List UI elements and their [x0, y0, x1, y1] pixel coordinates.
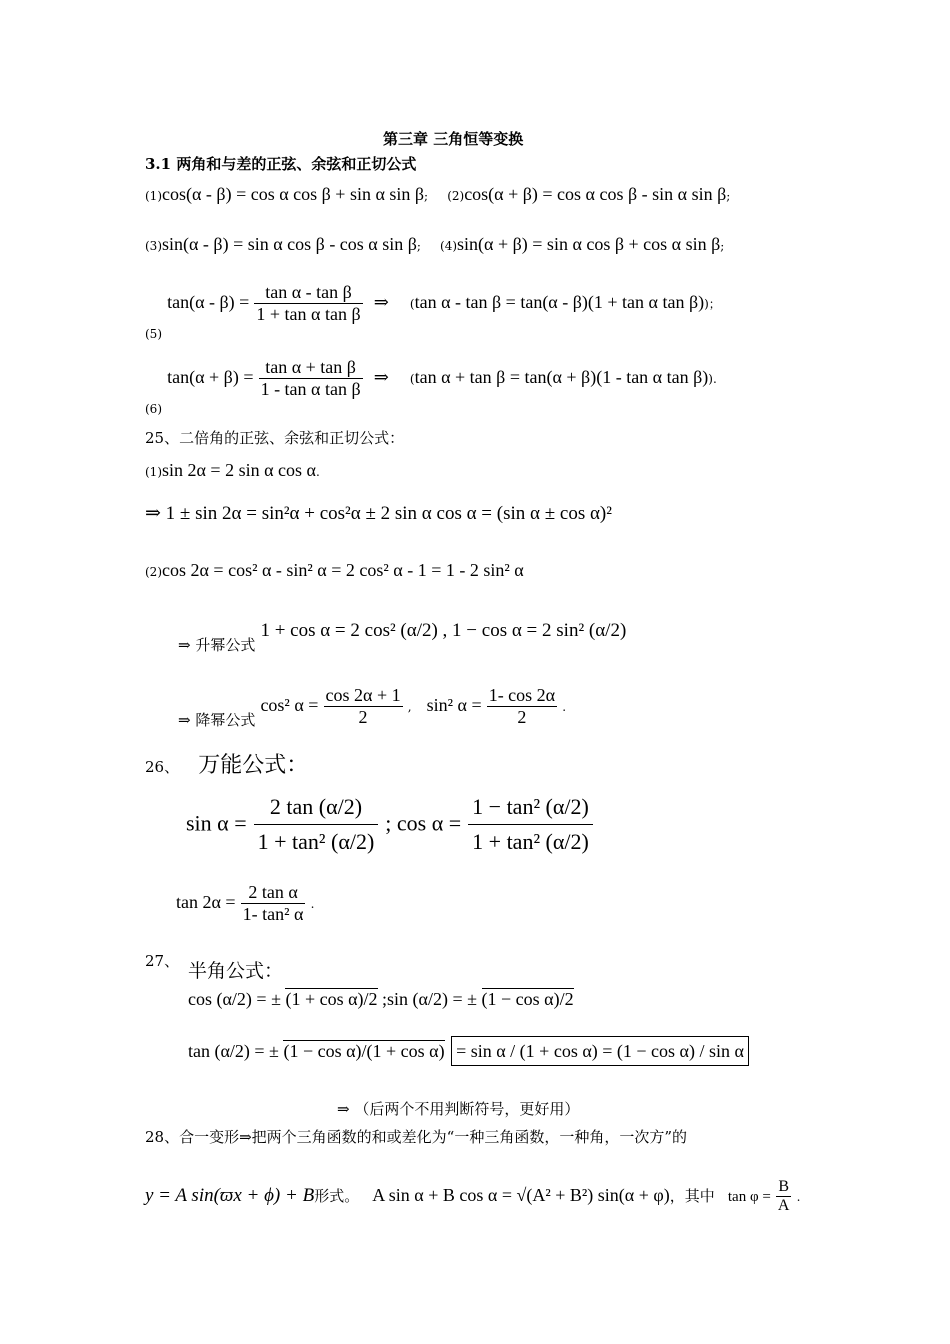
formula-tan-diff-lhs: tan(α - β) =: [167, 292, 250, 312]
half-cos-lhs: cos (α/2) = ±: [188, 989, 281, 1009]
double-angle-sin: [145, 460, 320, 481]
fraction-tan-sum: [259, 357, 363, 400]
universal-tan-formula: [176, 882, 314, 925]
period: .: [796, 1190, 801, 1204]
numerator: 2 tan (α/2): [254, 790, 379, 825]
numerator: 2 tan α: [241, 882, 306, 904]
section-heading-26: [145, 748, 308, 779]
formula-row-5: [145, 282, 721, 341]
half-angle-note: ⇒ （后两个不用判断符号，更好用）: [337, 1100, 580, 1118]
paren-close: ).: [708, 372, 717, 386]
section-heading-25: 25、二倍角的正弦、余弦和正切公式：: [145, 429, 405, 447]
half-tan-radicand: (1 − cos α)/(1 + cos α): [283, 1041, 445, 1061]
separator: ;: [720, 239, 725, 253]
boxed-alternatives: [451, 1036, 749, 1066]
formula-cos-diff: cos(α - β) = cos α cos β + sin α sin β: [162, 184, 425, 204]
formula-sin-sum: sin(α + β) = sin α cos β + cos α sin β: [457, 234, 721, 254]
half-tan-alt-1: = sin α / (1 + cos α): [456, 1041, 598, 1061]
half-sin-radicand: (1 − cos α)/2: [481, 989, 574, 1009]
denominator: 1 + tan α tan β: [256, 304, 361, 324]
denominator: 2: [517, 707, 527, 727]
formula-number: (5): [145, 327, 162, 341]
combine-tan-phi-lhs: tan φ =: [727, 1189, 771, 1205]
combine-form-suffix: 形式。: [314, 1187, 360, 1205]
combine-where: ，其中: [669, 1187, 715, 1205]
lower-sin-lhs: sin² α =: [426, 695, 482, 715]
formula-cos-double: cos 2α = cos² α - sin² α = 2 cos² α - 1 = 1 - 2 sin² α: [162, 560, 524, 580]
numerator: B: [776, 1178, 792, 1197]
raise-power-expression: 1 + cos α = 2 cos² (α/2) , 1 − cos α = 2 sin² (α/2): [260, 620, 627, 641]
universal-formula: [186, 790, 593, 859]
separator: ;: [416, 239, 421, 253]
fraction-lower-sin: [487, 685, 557, 728]
formula-row-2: [145, 234, 724, 255]
lower-power-label: ⇒ 降幂公式: [178, 711, 256, 729]
half-tan-lhs: tan (α/2) = ±: [188, 1041, 279, 1061]
page-title: 第三章 三角恒等变换: [383, 130, 524, 148]
denominator: A: [777, 1197, 790, 1214]
section-heading-31: 3.1 两角和与差的正弦、余弦和正切公式: [145, 155, 417, 173]
numerator: cos 2α + 1: [325, 685, 401, 705]
raise-power-formula: [178, 620, 626, 655]
formula-number: (4): [440, 239, 458, 253]
separator: ;: [726, 189, 731, 203]
numerator: tan α - tan β: [254, 282, 362, 304]
combine-formula: A sin α + B cos α = √(A² + B²) sin(α + φ): [372, 1185, 670, 1205]
fraction-universal-tan: [241, 882, 306, 925]
universal-cos-lhs: ; cos α =: [385, 810, 462, 836]
lower-power-formula: [178, 685, 566, 730]
formula-sin-double: sin 2α = 2 sin α cos α: [162, 460, 316, 480]
period: .: [310, 897, 315, 911]
half-angle-tan: [188, 1040, 749, 1062]
formula-tan-sum-lhs: tan(α + β) =: [167, 367, 254, 387]
formula-number: (3): [145, 239, 162, 253]
formula-number: (6): [145, 402, 162, 416]
numerator: 1 − tan² (α/2): [468, 790, 593, 825]
half-cos-radicand: (1 + cos α)/2: [285, 989, 378, 1009]
section-number: 27、: [145, 952, 180, 970]
denominator: 2: [358, 707, 368, 727]
fraction-lower-cos: [324, 685, 403, 728]
formula-sin-diff: sin(α - β) = sin α cos β - cos α sin β: [162, 234, 417, 254]
denominator: 1 + tan² (α/2): [472, 829, 589, 854]
section-title-27: 半角公式：: [188, 960, 284, 982]
implies-arrow: ⇒: [373, 292, 389, 312]
separator: ;: [424, 189, 429, 203]
fraction-universal-cos: [468, 790, 593, 859]
formula-tan-diff-rhs: tan α - tan β = tan(α - β)(1 + tan α tan β): [414, 292, 705, 312]
formula-row-1: [145, 184, 730, 205]
combine-form: y = A sin(ϖx + ϕ) + B: [145, 1185, 315, 1206]
half-tan-alt-2: = (1 − cos α) / sin α: [602, 1041, 744, 1061]
half-sin-lhs: ;sin (α/2) = ±: [382, 989, 477, 1009]
section-heading-28: 28、合一变形⇒把两个三角函数的和或差化为“一种三角函数，一种角，一次方”的: [145, 1128, 687, 1146]
implies-arrow: ⇒: [373, 367, 389, 387]
paren-open: (: [409, 372, 415, 386]
formula-number: (2): [447, 189, 465, 203]
double-angle-derivation: ⇒ 1 ± sin 2α = sin²α + cos²α ± 2 sin α cos α = (sin α ± cos α)²: [145, 503, 612, 524]
section-number: 26、: [145, 758, 180, 776]
fraction-tan-diff: [254, 282, 362, 325]
denominator: 1- tan² α: [242, 904, 304, 924]
double-angle-cos: [145, 560, 524, 581]
fraction-tan-phi: [776, 1178, 792, 1215]
comma: ,: [407, 700, 412, 714]
section-heading-27: [145, 950, 179, 971]
denominator: 1 - tan α tan β: [260, 379, 361, 399]
universal-tan-lhs: tan 2α =: [176, 892, 236, 912]
raise-power-label: ⇒ 升幂公式: [178, 636, 256, 654]
section-title: 万能公式：: [198, 753, 309, 778]
formula-cos-sum: cos(α + β) = cos α cos β - sin α sin β: [464, 184, 727, 204]
period: .: [315, 465, 320, 479]
numerator: 1- cos 2α: [488, 685, 556, 705]
formula-number: (2): [145, 565, 162, 579]
lower-cos-lhs: cos² α =: [260, 695, 319, 715]
formula-tan-sum-rhs: tan α + tan β = tan(α + β)(1 - tan α tan β): [414, 367, 709, 387]
universal-sin-lhs: sin α =: [186, 810, 247, 836]
formula-number: (1): [145, 189, 162, 203]
paren-close: )；: [704, 297, 721, 311]
numerator: tan α + tan β: [259, 357, 363, 379]
formula-number: (1): [145, 465, 162, 479]
combine-formula-line: [145, 1178, 800, 1215]
paren-open: (: [409, 297, 415, 311]
denominator: 1 + tan² (α/2): [257, 829, 375, 854]
period: .: [562, 700, 567, 714]
fraction-universal-sin: [254, 790, 379, 859]
formula-row-6: [145, 357, 717, 416]
half-angle-cos-sin: [188, 988, 574, 1010]
